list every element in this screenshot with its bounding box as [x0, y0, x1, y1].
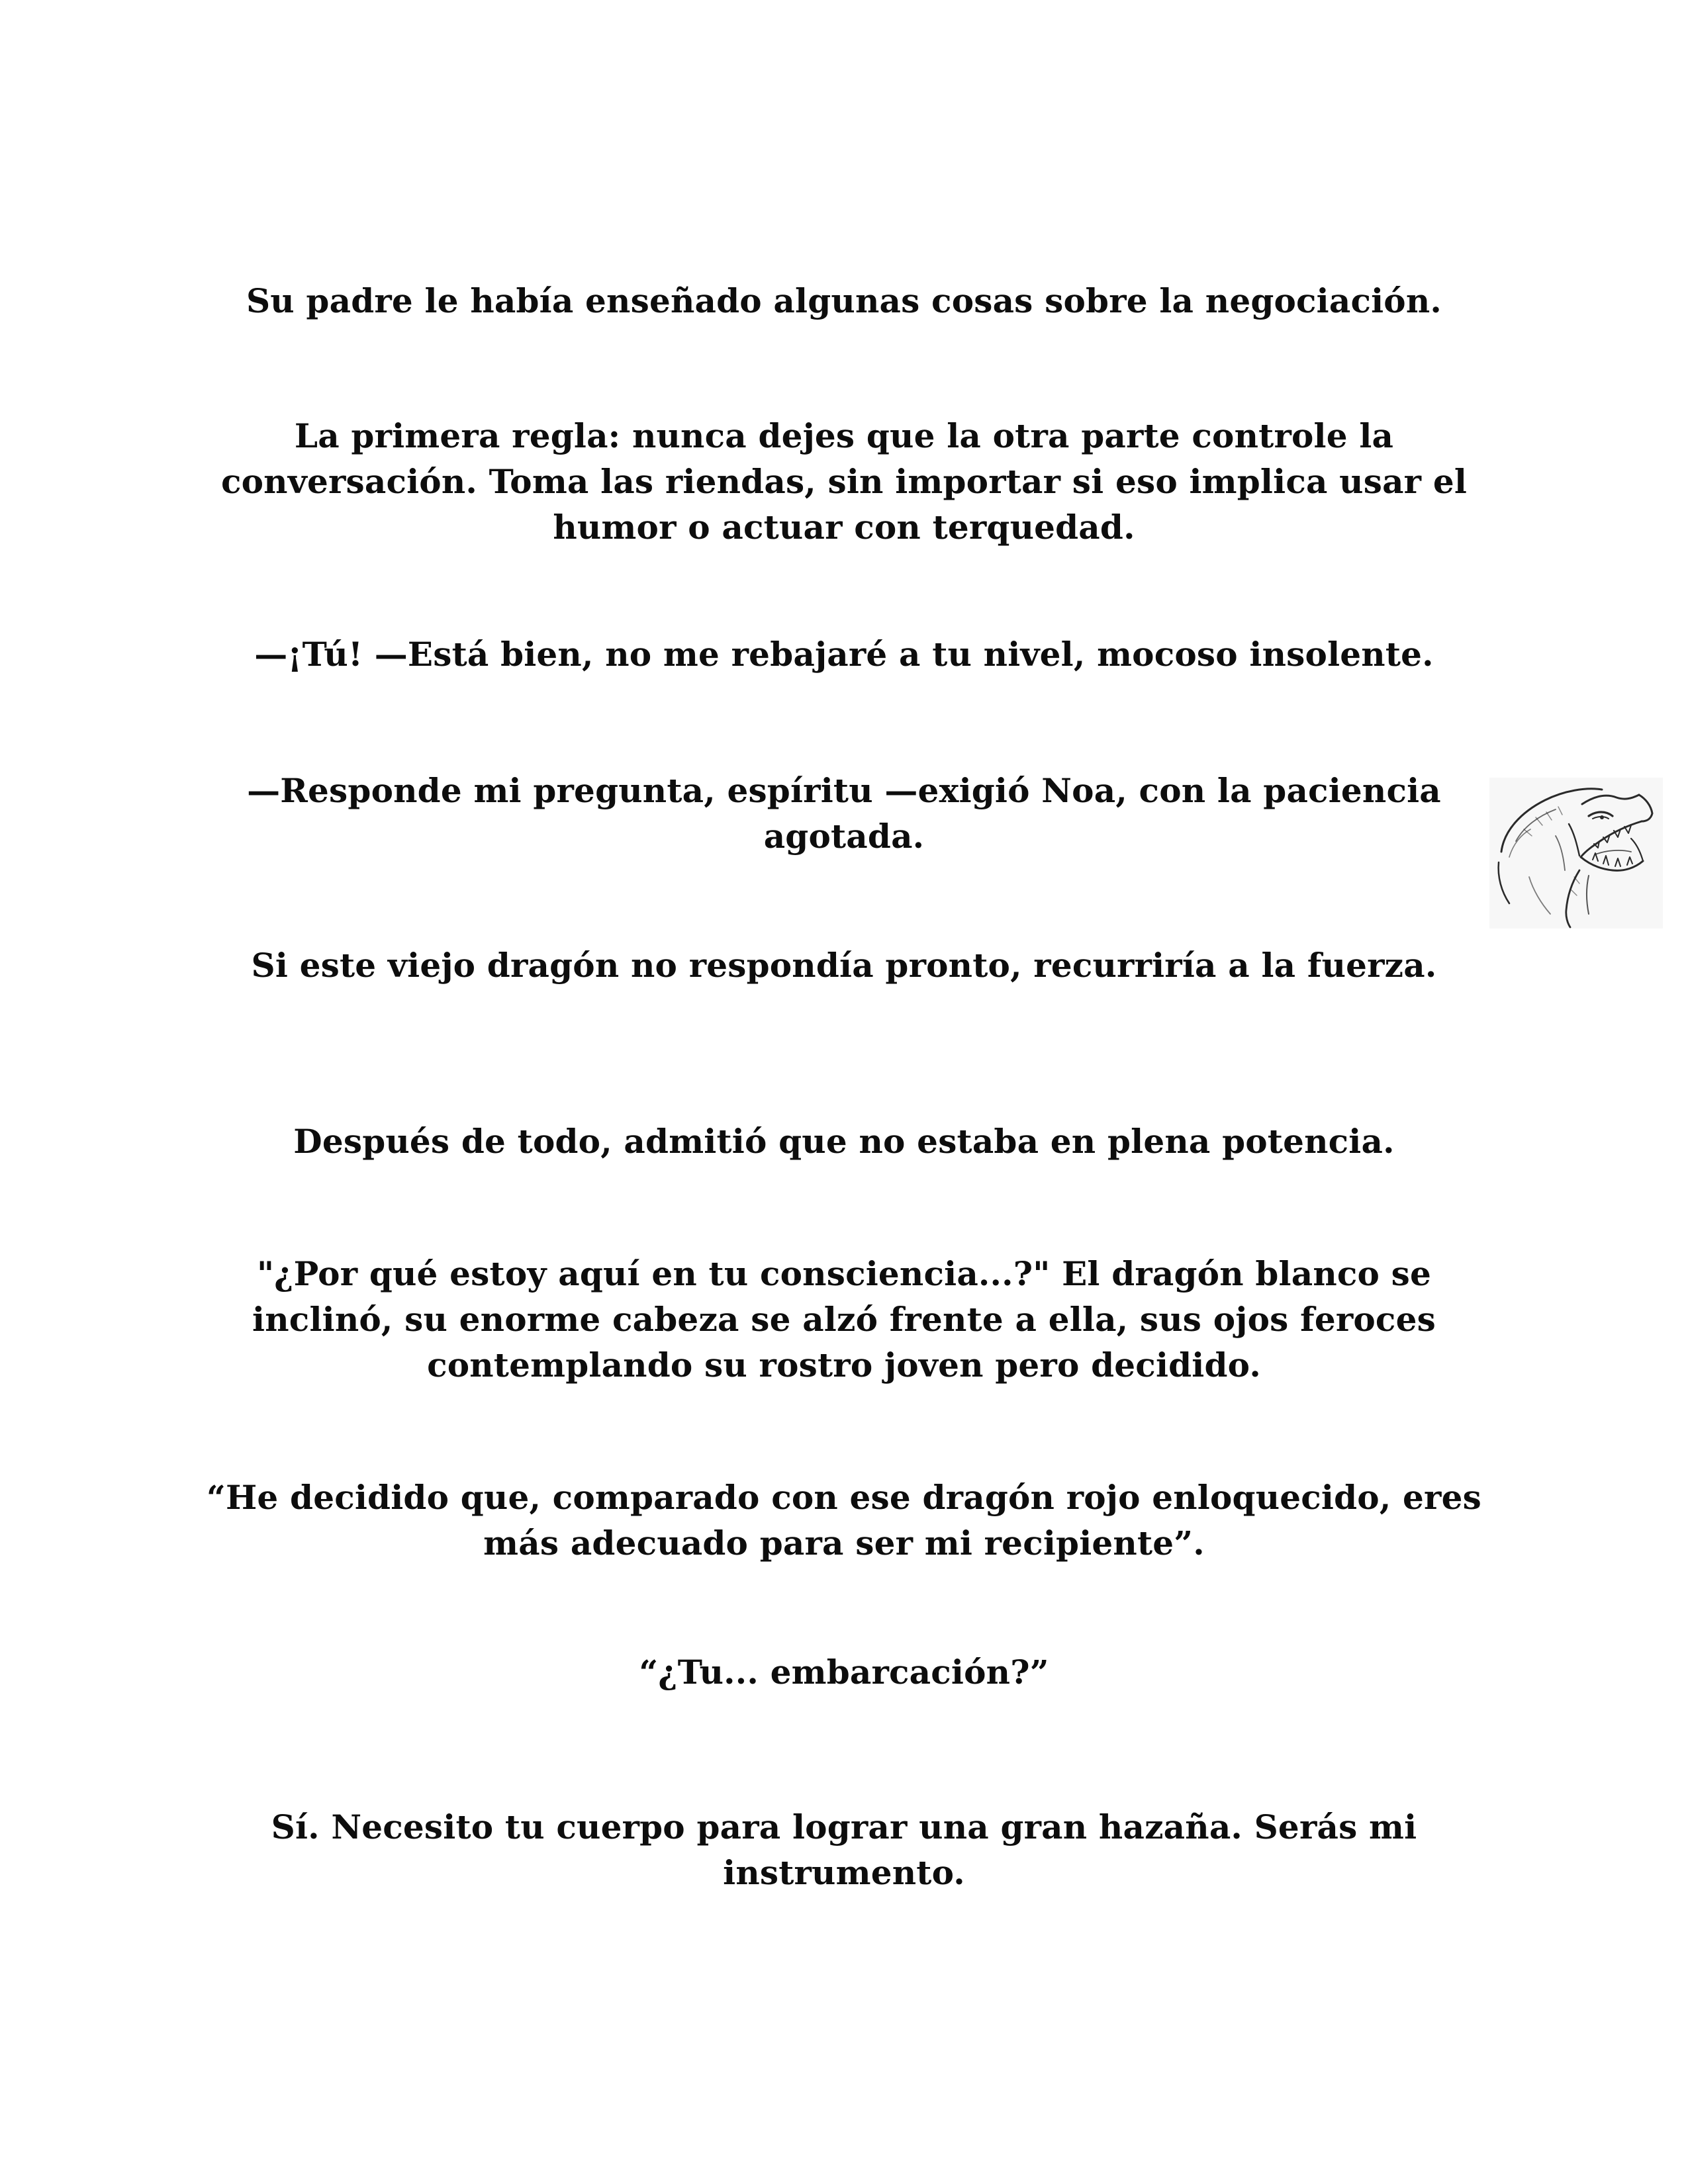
paragraph-dragon-retort: —¡Tú! —Está bien, no me rebajaré a tu nivel, mocoso insolente.	[254, 635, 1434, 674]
paragraph-dragon-decision: “He decidido que, comparado con ese dragón rojo enloquecido, eres más adecuado para ser mi recipiente”.	[207, 1478, 1481, 1563]
paragraph-white-dragon-question: "¿Por qué estoy aquí en tu consciencia...?" El dragón blanco se inclinó, su enorme cabeza se alzó frente a ella, sus ojos feroces contemplando su rostro joven pero decidido.	[252, 1254, 1436, 1385]
dragon-head-sketch-icon	[1489, 778, 1663, 929]
paragraph-negotiation-intro: Su padre le había enseñado algunas cosas sobre la negociación.	[246, 281, 1442, 320]
paragraph-instrument: Sí. Necesito tu cuerpo para lograr una gran hazaña. Serás mi instrumento.	[271, 1807, 1417, 1892]
paragraph-not-full-power: Después de todo, admitió que no estaba en plena potencia.	[293, 1122, 1395, 1161]
paragraph-force-threat: Si este viejo dragón no respondía pronto, recurriría a la fuerza.	[251, 946, 1437, 985]
paragraph-noa-demand: —Responde mi pregunta, espíritu —exigió Noa, con la paciencia agotada.	[247, 771, 1441, 856]
paragraph-vessel-question: “¿Tu... embarcación?”	[639, 1653, 1049, 1692]
paragraph-first-rule: La primera regla: nunca dejes que la otra parte controle la conversación. Toma las riendas, sin importar si eso implica usar el humor o actuar con terquedad.	[220, 416, 1468, 547]
